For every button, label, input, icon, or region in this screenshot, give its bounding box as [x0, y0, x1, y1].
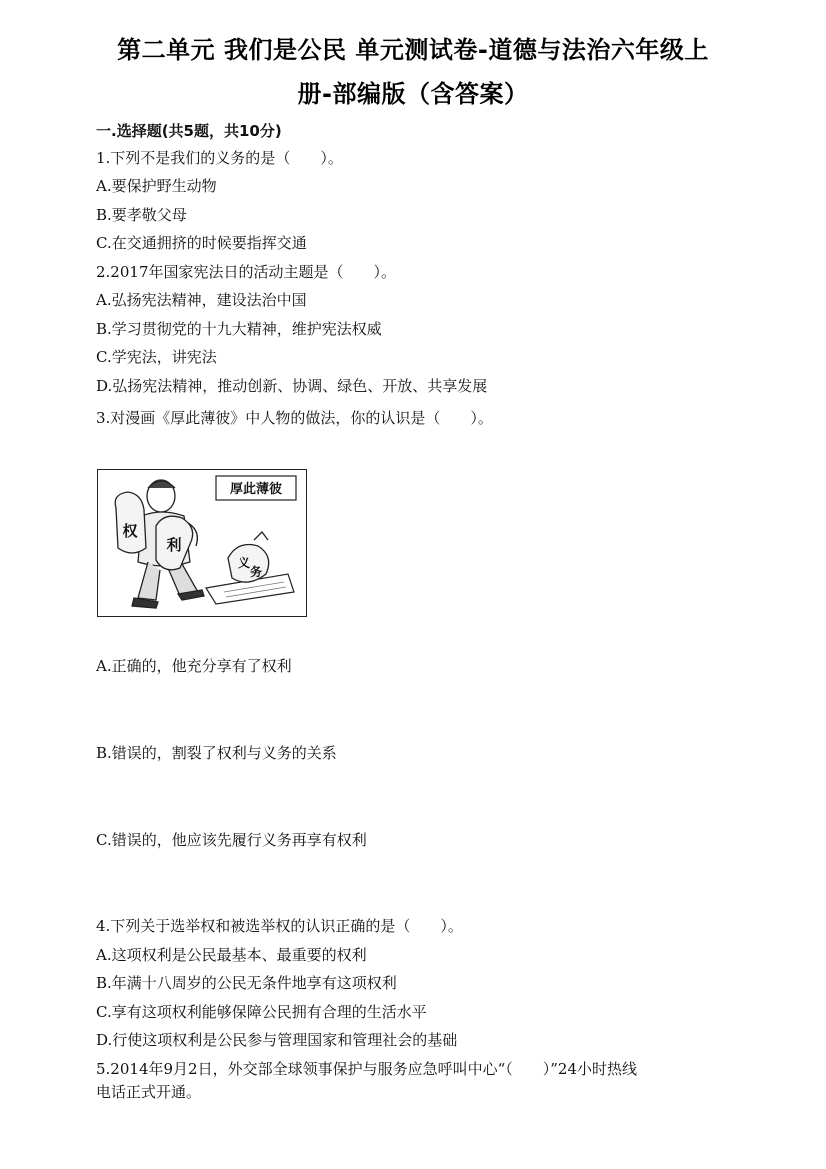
question-4-option-b: B.年满十八周岁的公民无条件地享有这项权利: [96, 974, 397, 992]
question-5-stem-line-1: 5.2014年9月2日，外交部全球领事保护与服务应急呼叫中心“（ ）”24小时热线: [96, 1060, 637, 1078]
question-5-stem-line-2: 电话正式开通。: [96, 1083, 202, 1101]
rights-label-1: 权: [122, 522, 138, 540]
question-2-option-b: B.学习贯彻党的十九大精神，维护宪法权威: [96, 320, 382, 338]
document-title-line-2: 册-部编版（含答案）: [297, 80, 529, 108]
rights-label-2: 利: [166, 536, 182, 554]
question-1-stem: 1.下列不是我们的义务的是（ ）。: [96, 149, 343, 167]
question-2-option-c: C.学宪法，讲宪法: [96, 348, 217, 366]
question-3-option-c: C.错误的，他应该先履行义务再享有权利: [96, 831, 367, 849]
question-1-option-a: A.要保护野生动物: [96, 177, 217, 195]
question-2-option-a: A.弘扬宪法精神，建设法治中国: [96, 291, 307, 309]
question-4-stem: 4.下列关于选举权和被选举权的认识正确的是（ ）。: [96, 917, 463, 935]
question-1-option-b: B.要孝敬父母: [96, 206, 187, 224]
question-4-option-d: D.行使这项权利是公民参与管理国家和管理社会的基础: [96, 1031, 458, 1049]
question-2-option-d: D.弘扬宪法精神，推动创新、协调、绿色、开放、共享发展: [96, 377, 488, 395]
question-3-stem: 3.对漫画《厚此薄彼》中人物的做法，你的认识是（ ）。: [96, 409, 493, 427]
cartoon-image: [97, 469, 307, 617]
question-2-stem: 2.2017年国家宪法日的活动主题是（ ）。: [96, 263, 396, 281]
cartoon-caption: 厚此薄彼: [229, 482, 283, 497]
question-3-option-a: A.正确的，他充分享有了权利: [96, 657, 292, 675]
duty-label-2: 务: [249, 565, 263, 579]
document-title-line-1: 第二单元 我们是公民 单元测试卷-道德与法治六年级上: [117, 36, 709, 64]
duty-label-1: 义: [237, 556, 251, 570]
question-1-option-c: C.在交通拥挤的时候要指挥交通: [96, 234, 307, 252]
section-heading: 一.选择题(共5题，共10分): [96, 122, 282, 140]
question-4-option-a: A.这项权利是公民最基本、最重要的权利: [96, 946, 367, 964]
question-3-option-b: B.错误的，割裂了权利与义务的关系: [96, 744, 337, 762]
question-4-option-c: C.享有这项权利能够保障公民拥有合理的生活水平: [96, 1003, 427, 1021]
